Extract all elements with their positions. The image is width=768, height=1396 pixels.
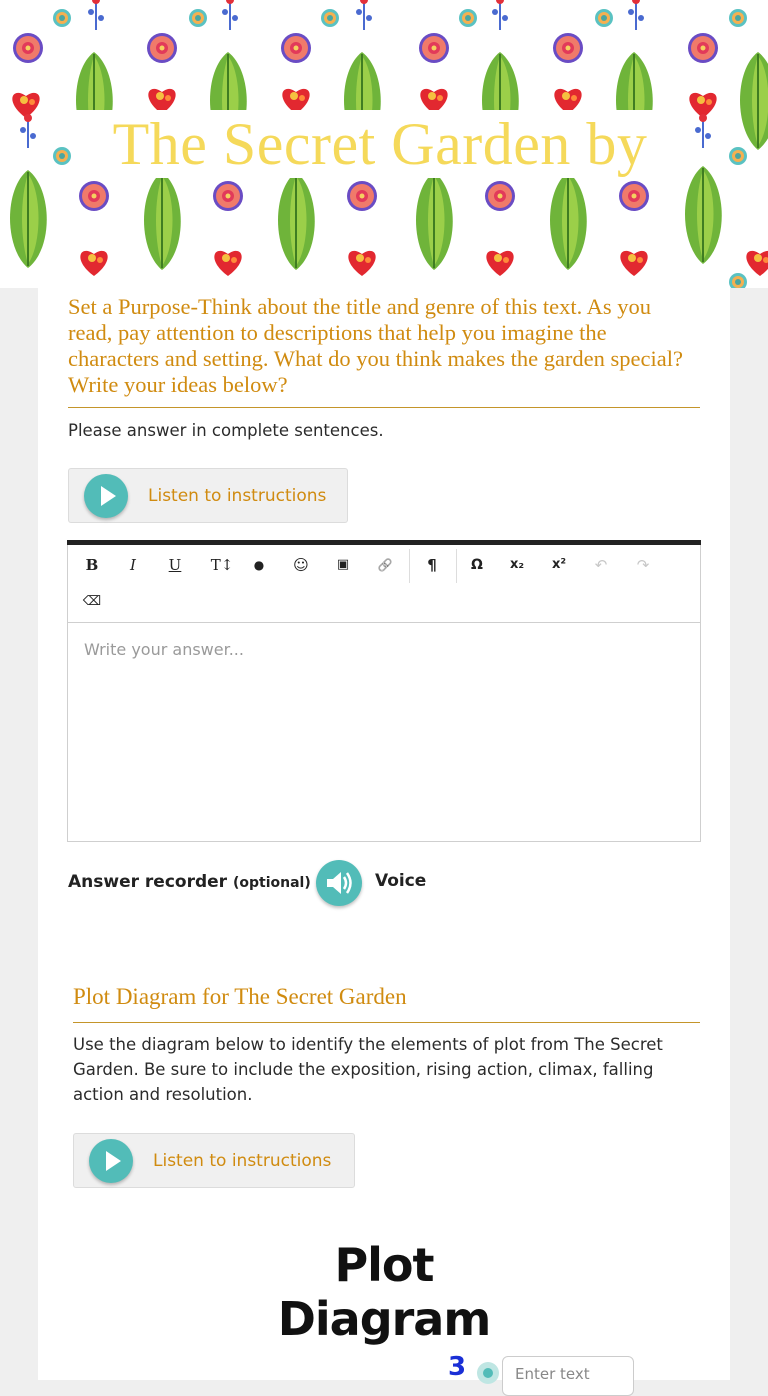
font-size-dropdown[interactable]: T↕	[210, 556, 234, 574]
listen-label: Listen to instructions	[153, 1151, 332, 1171]
plot-diagram-title: Plot Diagram	[277, 1238, 491, 1346]
plot-listen-instructions-button[interactable]	[73, 1133, 355, 1188]
input-placeholder: Enter text	[515, 1365, 590, 1383]
underline-button[interactable]: U	[168, 556, 182, 574]
answer-recorder-label: Answer recorder (optional)	[68, 872, 311, 892]
purpose-instruction: Please answer in complete sentences.	[68, 421, 384, 440]
listen-label: Listen to instructions	[148, 486, 327, 506]
play-icon	[89, 1139, 133, 1183]
plot-heading-divider	[73, 1022, 700, 1023]
italic-button[interactable]: I	[130, 556, 136, 574]
listen-instructions-button[interactable]	[68, 468, 348, 523]
plot-instructions: Use the diagram below to identify the elements of plot from The Secret Garden. Be sure to include the exposition, rising action, climax, falling action and resolution.	[73, 1035, 663, 1104]
emoji-button[interactable]: ☺	[293, 556, 309, 574]
voice-record-button[interactable]	[316, 860, 362, 906]
redo-button[interactable]: ↷	[636, 556, 650, 574]
insert-image-button[interactable]: ▣	[336, 557, 350, 572]
purpose-heading: Set a Purpose-Think about the title and genre of this text. As you read, pay attention to descriptions that help you imagine the characters and setting. What do you think makes the garden special? Write your ideas below?	[68, 294, 683, 397]
paragraph-button[interactable]: ¶	[427, 556, 437, 574]
page-title: The Secret Garden by	[112, 110, 648, 177]
special-character-button[interactable]: Ω	[471, 557, 483, 573]
text-color-button[interactable]: ●	[253, 558, 265, 572]
plot-heading: Plot Diagram for The Secret Garden	[73, 984, 407, 1009]
voice-label: Voice	[375, 871, 427, 891]
step-number: 3	[448, 1352, 467, 1382]
clear-format-button[interactable]: ⌫	[82, 594, 102, 609]
play-icon	[84, 474, 128, 518]
header-banner	[0, 0, 768, 288]
answer-editor	[67, 540, 701, 842]
heading-divider	[68, 407, 700, 408]
subscript-button[interactable]: x₂	[509, 557, 525, 572]
answer-placeholder: Write your answer...	[84, 640, 244, 659]
bold-button[interactable]: B	[85, 556, 99, 574]
insert-link-button[interactable]: 🔗	[377, 558, 393, 572]
title-box	[76, 110, 684, 178]
answer-text-area[interactable]	[68, 623, 700, 841]
drop-target-dot[interactable]	[477, 1362, 499, 1384]
superscript-button[interactable]: x²	[551, 557, 567, 572]
speaker-icon	[316, 860, 362, 906]
undo-button[interactable]: ↶	[594, 556, 608, 574]
plot-text-input[interactable]	[502, 1356, 634, 1396]
